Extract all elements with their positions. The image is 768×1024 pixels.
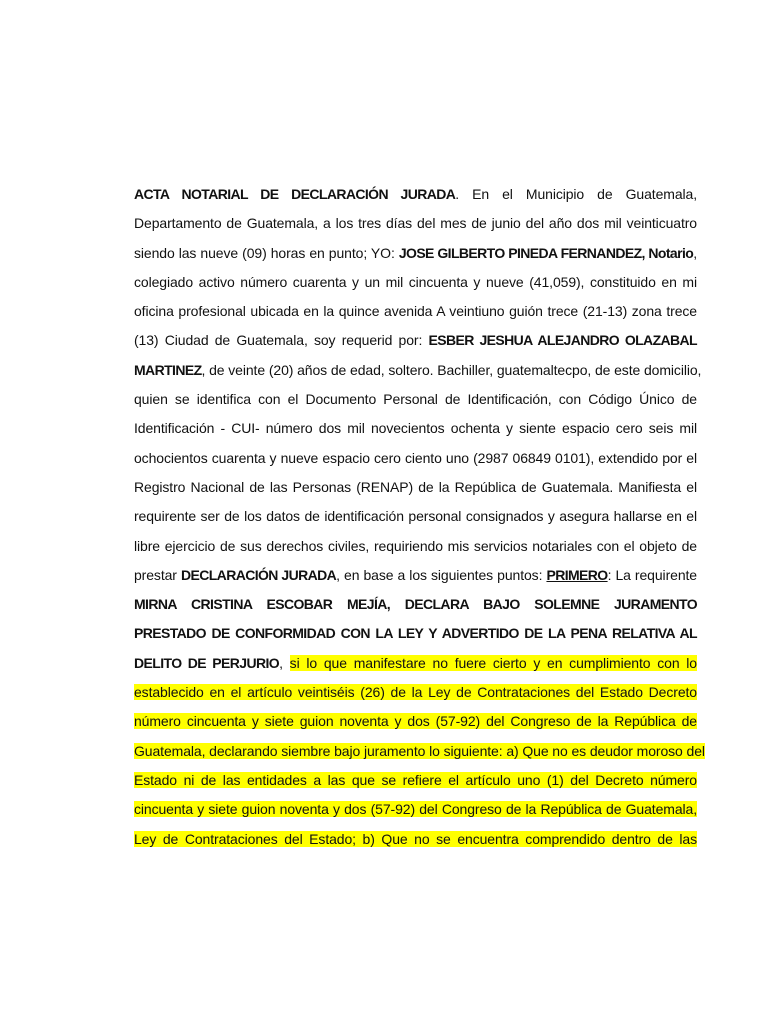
text-line: [134, 473, 697, 502]
body-text: Departamento de Guatemala, a los tres días del mes de junio del año dos mil veinticuatro: [134, 215, 697, 232]
highlighted-text: Ley de Contrataciones del Estado; b) Que no se encuentra comprendido dentro de las: [134, 830, 697, 847]
bold-text: DELITO DE PERJURIO: [134, 654, 280, 671]
text-line: [134, 678, 697, 707]
bold-text: ACTA NOTARIAL DE DECLARACIÓN JURADA: [134, 186, 456, 202]
document-body: [134, 180, 705, 854]
text-line: [134, 414, 697, 443]
text-line: [134, 239, 697, 268]
text-line: [134, 356, 702, 385]
text-line: [134, 561, 697, 590]
text-line: [134, 649, 697, 678]
body-text: prestar: [134, 566, 181, 583]
highlighted-text: Estado ni de las entidades a las que se refiere el artículo uno (1) del Decreto número: [134, 771, 697, 788]
bold-text: JOSE GILBERTO PINEDA FERNANDEZ, Notario: [398, 244, 694, 261]
body-text: , de veinte (20) años de edad, soltero. Bachiller, guatemaltecpo, de este domicilio,: [201, 361, 702, 378]
highlighted-text: si lo que manifestare no fuere cierto y en cumplimiento con lo: [289, 654, 697, 671]
text-line: [134, 766, 697, 795]
body-text: ,: [693, 244, 697, 261]
bold-text: DECLARACIÓN JURADA: [180, 566, 337, 583]
text-line: [134, 444, 697, 473]
highlighted-text: establecido en el artículo veintiséis (26) de la Ley de Contrataciones del Estado Decreto: [134, 684, 697, 701]
text-line: [134, 268, 697, 297]
text-line: [134, 209, 697, 238]
body-text: oficina profesional ubicada en la quince avenida A veintiuno guión trece (21-13) zona trece: [134, 303, 697, 320]
body-text: , en base a los siguientes puntos:: [336, 566, 547, 583]
highlighted-text: cincuenta y siete guion noventa y dos (57-92) del Congreso de la República de Guatemala,: [134, 801, 697, 818]
text-line: [134, 297, 697, 326]
body-text: Identificación - CUI- número dos mil novecientos ochenta y siente espacio cero seis mil: [134, 420, 697, 437]
text-line: [134, 502, 697, 531]
body-text: (13) Ciudad de Guatemala, soy requerid por:: [134, 332, 429, 349]
bold-text: PRIMERO: [546, 566, 608, 583]
body-text: libre ejercicio de sus derechos civiles, requiriendo mis servicios notariales con el objeto de: [134, 537, 697, 554]
text-line: [134, 795, 697, 824]
highlighted-text: número cincuenta y siete guion noventa y dos (57-92) del Congreso de la República de: [134, 713, 697, 730]
body-text: colegiado activo número cuarenta y un mil cincuenta y nueve (41,059), constituido en mi: [134, 273, 697, 290]
text-line: [134, 737, 705, 766]
text-line: [134, 825, 697, 854]
body-text: siendo las nueve (09) horas en punto; YO:: [134, 244, 399, 261]
text-line: [134, 385, 697, 414]
bold-text: PRESTADO DE CONFORMIDAD CON LA LEY Y ADVERTIDO DE LA PENA RELATIVA AL: [134, 625, 697, 642]
body-text: . En el Municipio de Guatemala,: [455, 186, 697, 202]
text-line: [134, 619, 697, 648]
bold-text: MIRNA CRISTINA ESCOBAR MEJÍA, DECLARA BAJO SOLEMNE JURAMENTO: [134, 596, 697, 613]
text-line: [134, 590, 697, 619]
body-text: quien se identifica con el Documento Personal de Identificación, con Código Único de: [134, 391, 697, 408]
body-text: ochocientos cuarenta y nueve espacio cero ciento uno (2987 06849 0101), extendido por el: [134, 449, 697, 466]
body-text: requirente ser de los datos de identificación personal consignados y asegura hallarse en el: [134, 508, 697, 525]
body-text: : La requirente: [607, 566, 697, 583]
body-text: ,: [279, 654, 290, 671]
text-line: [134, 532, 697, 561]
text-line: [134, 707, 697, 736]
highlighted-text: Guatemala, declarando siembre bajo juramento lo siguiente: a) Que no es deudor moroso del: [134, 742, 705, 759]
bold-text: ESBER JESHUA ALEJANDRO OLAZABAL: [428, 332, 698, 349]
bold-text: MARTINEZ: [134, 361, 202, 378]
text-line: [134, 180, 697, 209]
text-line: [134, 326, 697, 355]
body-text: Registro Nacional de las Personas (RENAP) de la República de Guatemala. Manifiesta el: [134, 478, 697, 495]
